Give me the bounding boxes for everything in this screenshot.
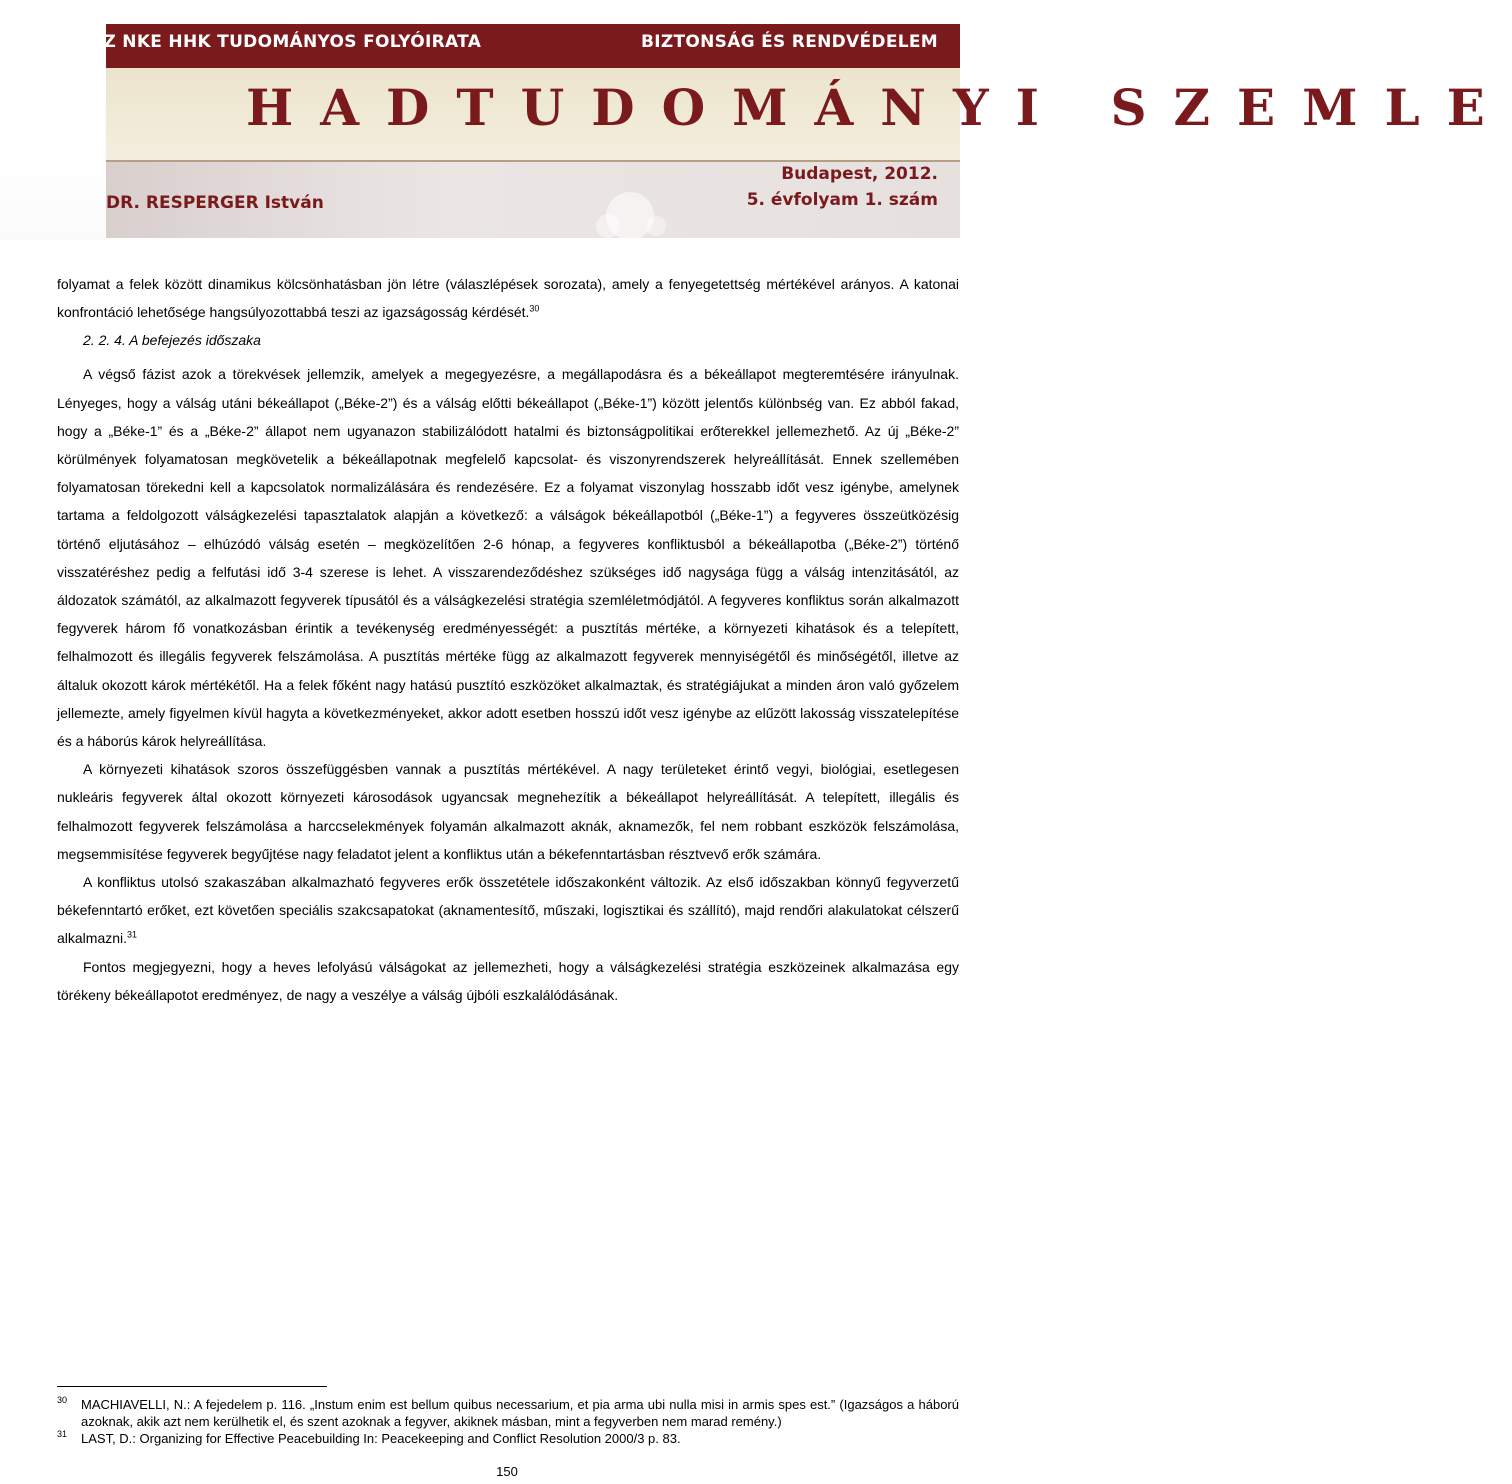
page-number: 150: [496, 1464, 518, 1479]
paragraph: [57, 270, 959, 326]
decorative-circles-icon: [560, 180, 700, 240]
issue-number: 5. évfolyam 1. szám: [746, 190, 938, 210]
paragraph: A környezeti kihatások szoros összefüggésben vannak a pusztítás mértékével. A nagy területeket érintő vegyi, biológiai, esetlegesen nukleáris fegyverek által okozott környezeti károsodások ugyancsak megnehezítik a békeállapot helyreállítását. A telepített, illegális és felhalmozott fegyverek felszámolása a harccselekmények folyamán alkalmazott aknák, aknamezők, fel nem robbant eszközök felszámolása, megsemmisítése fegyverek begyűjtése nagy feladatot jelent a konfliktus után a békefenntartásban résztvevő erők számára.: [57, 761, 959, 862]
footnote-ref[interactable]: 30: [529, 303, 540, 314]
footnote-divider: [57, 1386, 327, 1387]
paragraph: A végső fázist azok a törekvések jellemzik, amelyek a megegyezésre, a megállapodásra és a békeállapot megteremtésére irányulnak. Lényeges, hogy a válság utáni békeállapot („Béke-2”) és a válság előtti békeállapot („Béke-1”) között jelentős különbség van. Ez abból fakad, hogy a „Béke-1” és a „Béke-2” állapot nem ugyanazon stabilizálódott hatalmi és biztonságpolitikai erőterekkel jellemezhető. Az új „Béke-2” körülmények folyamatosan megkövetelik a békeállapotnak megfelelő kapcsolat- és viszonyrendszerek helyreállítását. Ennek szellemében folyamatosan törekedni kell a kapcsolatok normalizálására és rendezésére. Ez a folyamat viszonylag hosszabb időt vesz igénybe, amelynek tartama a feldolgozott válságkezelési tapasztalatok alapján a következő: a válságok békeállapotból („Béke-1”) a fegyveres összeütközésig történő eljutásához – elhúzódó válság esetén – megközelítően 2-6 hónap, a fegyveres konfliktusból a békeállapotba („Béke-2”) történő visszatéréshez pedig a felfutási idő 3-4 szerese is lehet. A visszarendeződéshez szükséges idő nagysága függ a válság intenzitásától, az áldozatok számától, az alkalmazott fegyverek típusától és a válságkezelési stratégia szemléletmódjától. A fegyveres konfliktus során alkalmazott fegyverek három fő vonatkozásban érintik a tevékenység eredményességét: a pusztítás mértéke, a környezeti kihatások és a telepített, felhalmozott és illegális fegyverek felszámolása. A pusztítás mértéke függ az alkalmazott fegyverek mennyiségétől és minőségétől, illetve az általuk okozott károk mértékétől. Ha a felek főként nagy hatású pusztító eszközöket alkalmaztak, és stratégiájukat a minden áron való győzelem jellemezte, amely figyelmen kívül hagyta a következményeket, akkor adott esetben hosszú időt vesz igénybe az elűzött lakosság visszatelepítése és a háborús károk helyreállítása.: [57, 366, 959, 750]
footnote-text: MACHIAVELLI, N.: A fejedelem p. 116. „Instum enim est bellum quibus necessarium, et pia arma ubi nulla misi in armis spes est.” (Igazságos a háború azoknak, akik azt nem kerülhetik el, és szent azoknak a fegyver, akiknek másban, mint a fegyverben nem marad remény.): [81, 1397, 959, 1429]
footnote-number: 30: [57, 1395, 68, 1405]
footnote: [57, 1430, 959, 1447]
footnote: [57, 1396, 959, 1430]
paragraph: Fontos megjegyezni, hogy a heves lefolyású válságokat az jellemezheti, hogy a válságkezelési stratégia eszközeinek alkalmazása egy törékeny békeállapotot eredményez, de nagy a veszélye a válság újbóli eszkalálódásának.: [57, 958, 959, 1003]
author-name: DR. RESPERGER István: [106, 193, 324, 213]
footnotes: [57, 1396, 959, 1447]
paragraph: [57, 868, 959, 953]
footnote-ref[interactable]: 31: [127, 929, 138, 940]
journal-title: HADTUDOMÁNYI SZEMLE: [246, 78, 1512, 137]
journal-subtitle-right: BIZTONSÁG ÉS RENDVÉDELEM: [640, 32, 938, 52]
paragraph-text: folyamat a felek között dinamikus kölcsönhatásban jön létre (válaszlépések sorozata), amely a fenyegetettség mértékével arányos. A katonai konfrontáció lehetősége hangsúlyozottabbá teszi az igazságosság kérdését.: [57, 276, 959, 321]
footnote-number: 31: [57, 1429, 68, 1439]
article-body: [57, 270, 959, 1009]
paragraph-text: A konfliktus utolsó szakaszában alkalmazható fegyveres erők összetétele időszakonként változik. Az első időszakban könnyű fegyverzetű békefenntartó erőket, ezt követően speciális szakcsapatokat (aknamentesítő, műszaki, logisztikai és szállító), majd rendőri alakulatokat célszerű alkalmazni.: [57, 874, 959, 947]
section-heading: 2. 2. 4. A befejezés időszaka: [83, 332, 261, 349]
footnote-text: LAST, D.: Organizing for Effective Peacebuilding In: Peacekeeping and Conflict Resolution 2000/3 p. 83.: [81, 1431, 681, 1446]
place-year: Budapest, 2012.: [781, 164, 938, 184]
journal-subtitle-left: AZ NKE HHK TUDOMÁNYOS FOLYÓIRATA: [90, 32, 482, 52]
